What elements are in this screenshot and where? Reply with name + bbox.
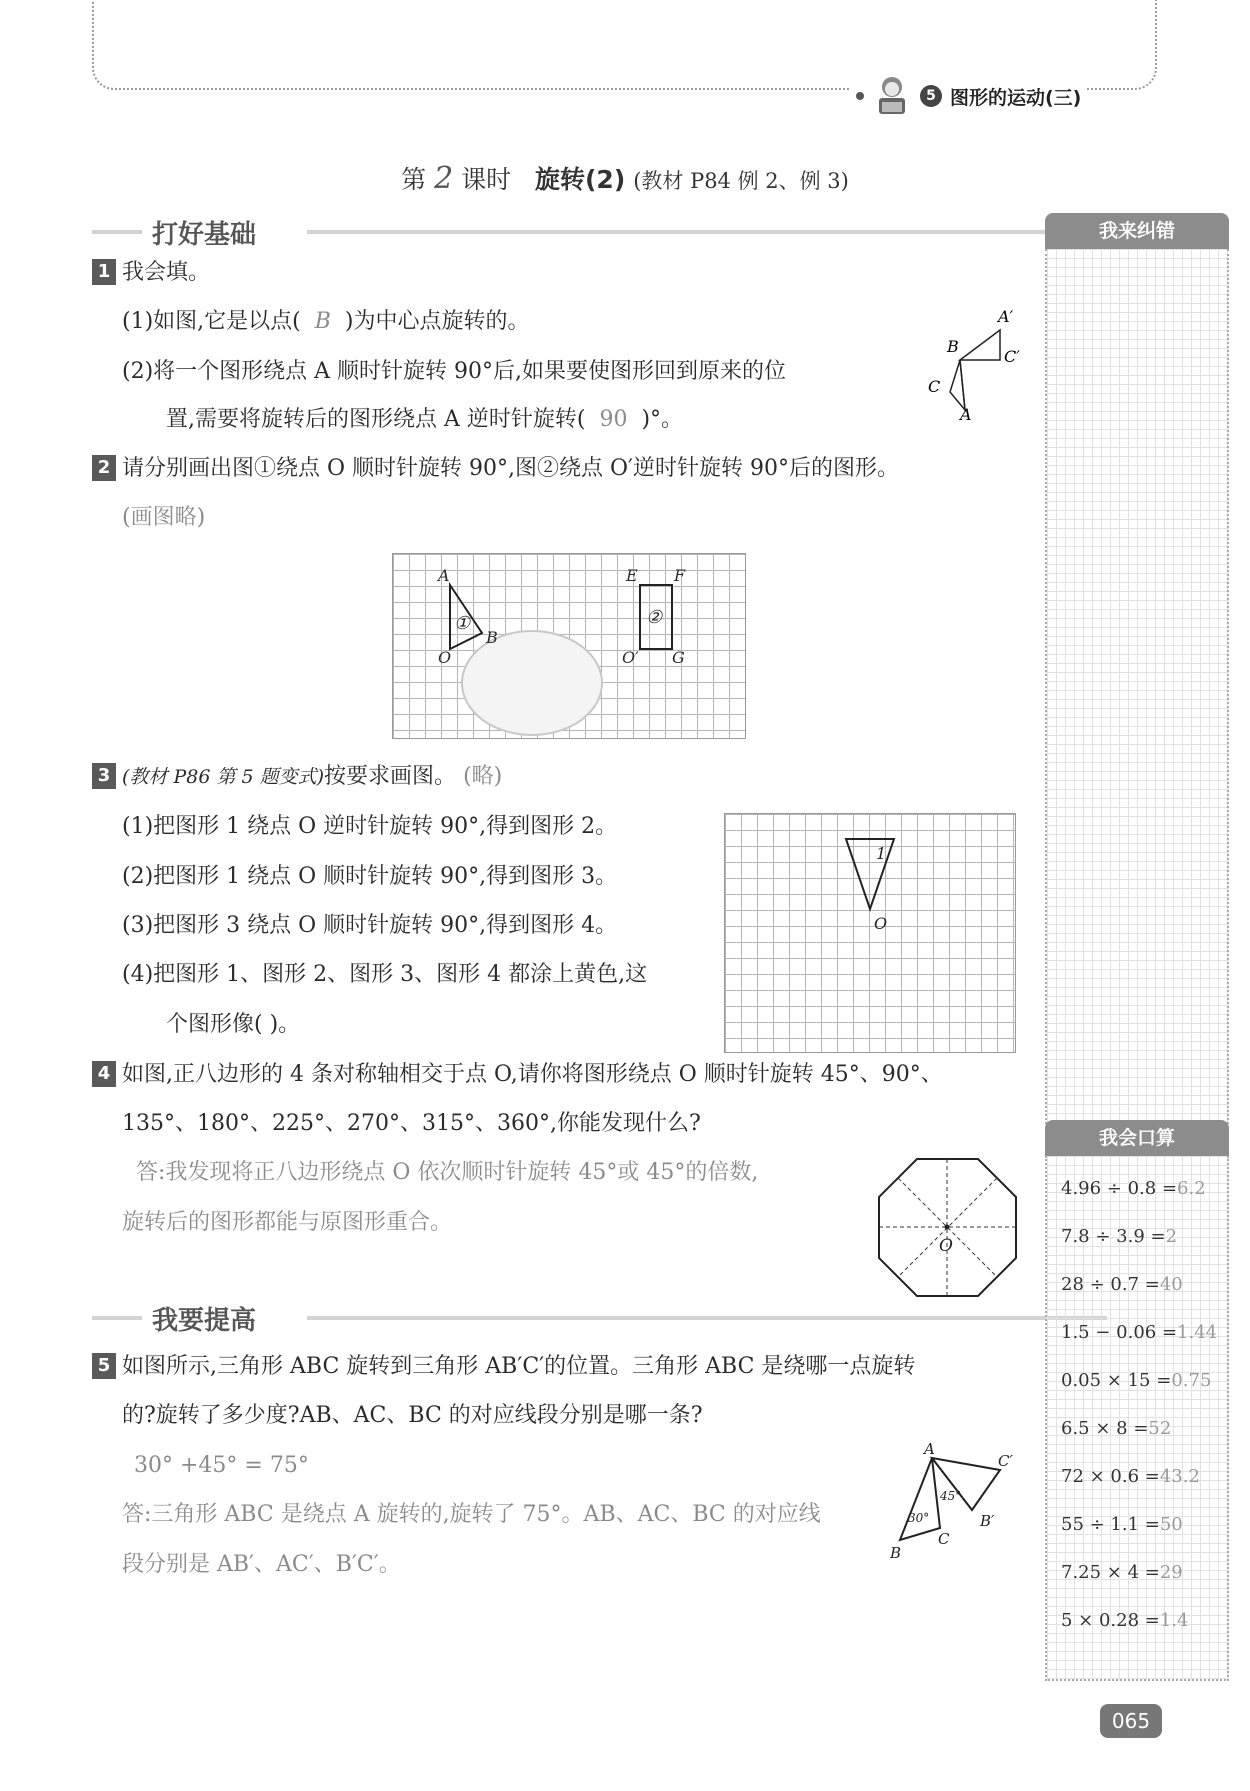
q2-figures	[392, 553, 746, 739]
q1-part1-answer: B	[314, 309, 331, 334]
reading-child-icon	[872, 74, 912, 118]
lesson-name: 旋转(2)	[535, 165, 626, 194]
calc-item: 72 × 0.6 =43.2	[1061, 1466, 1200, 1487]
q4-answer-line2: 旋转后的图形都能与原图形重合。	[122, 1210, 453, 1235]
lesson-unit: 课时	[461, 165, 512, 194]
lesson-title	[0, 160, 1250, 196]
q3-item-3: (3)把图形 3 绕点 O 顺时针旋转 90°,得到图形 4。	[122, 913, 618, 938]
q4-line1-text: 如图,正八边形的 4 条对称轴相交于点 O,请你将图形绕点 O 顺时针旋转 45°、90°、	[122, 1062, 943, 1087]
q5-answer-line1: 答:三角形 ABC 是绕点 A 旋转的,旋转了 75°。AB、AC、BC 的对应线	[122, 1502, 821, 1527]
q2-label-o: O	[438, 648, 452, 667]
q1-rotation-figure	[920, 300, 1030, 430]
q2-label-circled-one: ①	[454, 613, 471, 634]
calc-item: 5 × 0.28 =1.4	[1061, 1610, 1189, 1631]
q4-line2: 135°、180°、225°、270°、315°、360°,你能发现什么?	[122, 1111, 701, 1136]
q4-number: 4	[92, 1061, 116, 1087]
sidebar-mental-math	[1045, 1120, 1229, 1681]
q1-triangle-rotated	[960, 330, 1000, 360]
calc-item: 28 ÷ 0.7 =40	[1061, 1274, 1183, 1295]
q2-text	[92, 454, 899, 484]
q3-item-4-last: 个图形像( )。	[166, 1012, 301, 1037]
q3-label-o: O	[874, 914, 888, 933]
q4-octagon-figure	[875, 1155, 1020, 1300]
chapter-tag	[850, 68, 1087, 124]
q3-text: 按要求画图。	[324, 764, 457, 789]
lesson-ref: (教材 P84 例 2、例 3)	[633, 169, 849, 193]
q1-title-text: 我会填。	[122, 260, 211, 285]
chapter-number: 5	[920, 85, 942, 107]
q2-answer: (画图略)	[122, 505, 206, 530]
q3-figure	[724, 813, 1016, 1053]
q5-triangle-abc	[900, 1458, 940, 1540]
chapter-title: 图形的运动(三)	[950, 86, 1082, 109]
calc-item: 6.5 × 8 =52	[1061, 1418, 1172, 1439]
correction-grid	[1045, 249, 1229, 1124]
q1-part2-answer: 90	[599, 407, 628, 432]
mental-math-grid	[1045, 1156, 1229, 1681]
lesson-number: 2	[434, 161, 454, 196]
section-header-improve	[92, 1298, 1017, 1338]
q4-label-o: O	[939, 1236, 953, 1256]
mental-math-title: 我会口算	[1045, 1120, 1229, 1156]
section-header-basics	[92, 212, 1017, 252]
q5-line1-text: 如图所示,三角形 ABC 旋转到三角形 AB′C′的位置。三角形 ABC 是绕哪一点旋转	[122, 1354, 916, 1379]
q1-part2-line1: (2)将一个图形绕点 A 顺时针旋转 90°后,如果要使图形回到原来的位	[122, 359, 787, 384]
calc-item: 1.5 − 0.06 =1.44	[1061, 1322, 1218, 1343]
q5-line1	[92, 1352, 915, 1382]
q4-answer-line1: 答:我发现将正八边形绕点 O 依次顺时针旋转 45°或 45°的倍数,	[136, 1160, 759, 1185]
calc-item: 0.05 × 15 =0.75	[1061, 1370, 1212, 1391]
q2-label-g: G	[672, 648, 685, 667]
q5-label-c: C	[938, 1530, 950, 1548]
dot-icon	[856, 92, 864, 100]
q2-label-circled-two: ②	[646, 607, 663, 628]
q5-label-b-prime: B′	[980, 1512, 995, 1530]
calc-item: 7.8 ÷ 3.9 =2	[1061, 1226, 1178, 1247]
q4-line1	[92, 1060, 943, 1090]
q2-label-o-prime: O′	[622, 648, 639, 667]
q1-label-a: A	[960, 405, 972, 424]
q2-label-b: B	[486, 628, 498, 647]
lesson-prefix: 第	[401, 165, 427, 194]
section-title-improve: 我要提高	[142, 1300, 266, 1337]
watermark-stamp-icon	[462, 631, 602, 735]
q2-label-e: E	[626, 566, 638, 585]
page-number: 065	[1100, 1704, 1162, 1738]
q1-label-b: B	[947, 337, 959, 356]
q1-part2-line2	[166, 405, 683, 435]
q2-label-a: A	[438, 566, 450, 585]
q1-number: 1	[92, 259, 116, 285]
q5-angle-45: 45°	[940, 1489, 962, 1503]
q3-answer: (略)	[463, 764, 503, 789]
q3-header	[92, 762, 502, 792]
q5-answer-line2: 段分别是 AB′、AC′、B′C′。	[122, 1552, 401, 1577]
q1-part1-a: (1)如图,它是以点(	[122, 309, 301, 334]
q5-triangle-figure	[880, 1440, 1020, 1570]
q2-number: 2	[92, 455, 116, 481]
q3-triangle-one	[846, 839, 894, 909]
q3-item-1: (1)把图形 1 绕点 O 逆时针旋转 90°,得到图形 2。	[122, 814, 618, 839]
q1-part2-c: )°。	[641, 407, 684, 432]
calc-item: 4.96 ÷ 0.8 =6.2	[1061, 1178, 1206, 1199]
q3-label-one: 1	[876, 844, 887, 863]
q1-label-c-prime: C′	[1004, 347, 1020, 366]
q5-line2: 的?旋转了多少度?AB、AC、BC 的对应线段分别是哪一条?	[122, 1403, 703, 1428]
calc-item: 7.25 × 4 =29	[1061, 1562, 1183, 1583]
q5-label-c-prime: C′	[998, 1452, 1013, 1470]
q5-label-a: A	[924, 1440, 935, 1458]
q1-part1	[122, 307, 530, 337]
q3-item-2: (2)把图形 1 绕点 O 顺时针旋转 90°,得到图形 3。	[122, 864, 618, 889]
sidebar-correction	[1045, 213, 1229, 1124]
q1-label-c: C	[928, 377, 941, 396]
q1-title	[92, 258, 210, 288]
q5-angle-30: 30°	[908, 1511, 930, 1525]
q3-number: 3	[92, 763, 116, 789]
q2-text-body: 请分别画出图①绕点 O 顺时针旋转 90°,图②绕点 O′逆时针旋转 90°后的图形。	[122, 456, 900, 481]
q5-calc: 30° +45° = 75°	[134, 1453, 309, 1478]
calc-item: 55 ÷ 1.1 =50	[1061, 1514, 1183, 1535]
q5-label-b: B	[890, 1544, 902, 1562]
q3-item-4: (4)把图形 1、图形 2、图形 3、图形 4 都涂上黄色,这	[122, 962, 648, 987]
section-title-basics: 打好基础	[142, 214, 266, 251]
q1-part1-b: )为中心点旋转的。	[344, 309, 530, 334]
q2-label-f: F	[674, 566, 686, 585]
q1-part2-b: 置,需要将旋转后的图形绕点 A 逆时针旋转(	[166, 407, 586, 432]
q1-label-a-prime: A′	[998, 307, 1014, 326]
q5-number: 5	[92, 1353, 116, 1379]
q3-ref: (教材 P86 第 5 题变式)	[122, 766, 325, 788]
correction-title: 我来纠错	[1045, 213, 1229, 249]
